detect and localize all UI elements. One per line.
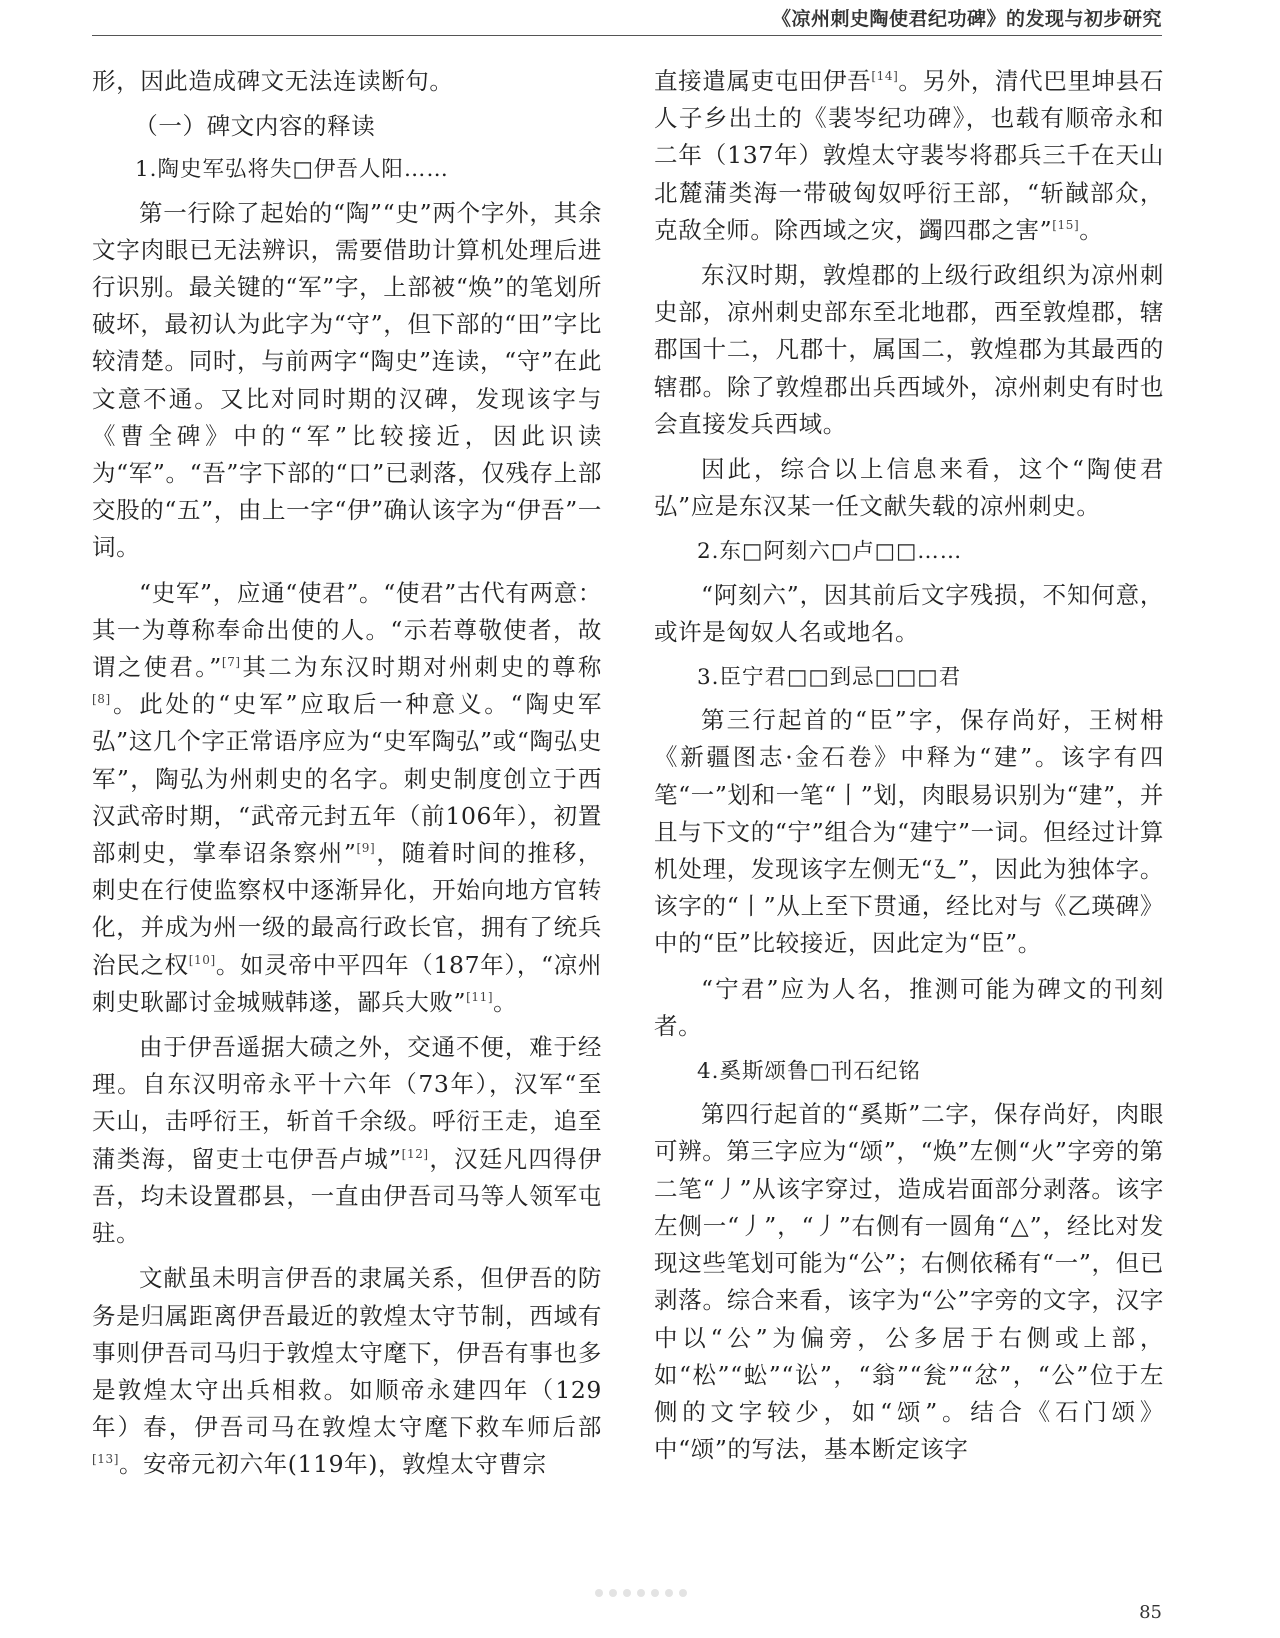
inscription-line-1: 1.陶史军弘将失□伊吾人阳……	[135, 157, 449, 183]
text: 由于伊吾遥据大碛之外，交通不便，难于经理。自东汉明帝永平十六年（73年），汉军“至天山，击呼衍王，斩首千余级。呼衍王走，追至蒲类海，留吏士屯伊吾卢城”	[92, 1033, 602, 1173]
citation: [15]	[1052, 217, 1080, 232]
paragraph: 第三行起首的“臣”字，保存尚好，王树枏《新疆图志·金石卷》中释为“建”。该字有四笔“一”划和一笔“丨”划，肉眼易识别为“建”，并且与下文的“宁”组合为“建宁”一词。但经过计算机处理，发现该字左侧无“廴”，因此为独体字。该字的“丨”从上至下贯通，经比对与《乙瑛碑》中的“臣”比较接近，因此定为“臣”。	[654, 706, 1164, 958]
citation: [7]	[221, 655, 241, 670]
paragraph	[92, 575, 602, 1021]
text: 。另外，清代巴里坤县石人子乡出土的《裴岑纪功碑》，也载有顺帝永和二年（137年）敦煌太守裴岑将郡兵三千在天山北麓蒲类海一带破匈奴呼衍王部，“斩馘部众，克敌全师。除西域之灾，蠲四郡之害”	[654, 67, 1164, 244]
page-number: 85	[1139, 1602, 1162, 1623]
left-column	[92, 63, 602, 1492]
text: 文献虽未明言伊吾的隶属关系，但伊吾的防务是归属距离伊吾最近的敦煌太守节制，西域有事则伊吾司马归于敦煌太守麾下，伊吾有事也多是敦煌太守出兵相救。如顺帝永建四年（129年）春，伊吾司马在敦煌太守麾下救车师后部	[92, 1264, 602, 1442]
paragraph: 东汉时期，敦煌郡的上级行政组织为凉州刺史部，凉州刺史部东至北地郡，西至敦煌郡，辖郡国十二，凡郡十，属国二，敦煌郡为其最西的辖郡。除了敦煌郡出兵西域外，凉州刺史有时也会直接发兵西域。	[654, 261, 1164, 438]
text: 。	[493, 987, 518, 1016]
dot	[651, 1589, 659, 1597]
running-title: 《凉州刺史陶使君纪功碑》的发现与初步研究	[771, 8, 1162, 30]
dot	[623, 1589, 631, 1597]
inscription-line-3: 3.臣宁君□□到忌□□□君	[697, 665, 962, 691]
inscription-line-4: 4.奚斯颂鲁□刊石纪铭	[697, 1059, 921, 1085]
inscription-line-2: 2.东□阿刻六□卢□□……	[697, 539, 963, 565]
text: 。安帝元初六年(119年)，敦煌太守曹宗	[119, 1450, 547, 1479]
paragraph	[92, 1029, 602, 1252]
dot	[665, 1589, 673, 1597]
paragraph: “宁君”应为人名，推测可能为碑文的刊刻者。	[654, 974, 1164, 1040]
paragraph	[654, 63, 1164, 249]
paragraph	[92, 1260, 602, 1483]
section-title: （一）碑文内容的释读	[134, 112, 376, 141]
citation: [13]	[92, 1452, 120, 1467]
citation: [11]	[466, 989, 494, 1004]
text: ，随着时间的推移，刺史在行使监察权中逐渐异化，开始向地方官转化，并成为州一级的最高行政长官，拥有了统兵治民之权	[92, 839, 602, 979]
citation: [14]	[871, 69, 899, 83]
paragraph: 第一行除了起始的“陶”“史”两个字外，其余文字肉眼已无法辨识，需要借助计算机处理后进行识别。最关键的“军”字，上部被“焕”的笔划所破坏，最初认为此字为“守”，但下部的“田”字比较清楚。同时，与前两字“陶史”连读，“守”在此文意不通。又比对同时期的汉碑，发现该字与《曹全碑》中的“军”比较接近，因此识读为“军”。“吾”字下部的“口”已剥落，仅残存上部交股的“五”，由上一字“伊”确认该字为“伊吾”一词。	[92, 198, 602, 562]
text: 。	[1079, 215, 1104, 244]
header-rule	[92, 35, 1162, 36]
citation: [9]	[356, 841, 376, 856]
dot	[595, 1589, 603, 1597]
pagination-dots	[595, 1589, 687, 1597]
right-column	[654, 63, 1164, 1476]
paragraph: 第四行起首的“奚斯”二字，保存尚好，肉眼可辨。第三字应为“颂”，“焕”左侧“火”字旁的第二笔“丿”从该字穿过，造成岩面部分剥落。该字左侧一“丿”，“丿”右侧有一圆角“△”，经比对发现这些笔划可能为“公”；右侧依稀有“一”，但已剥落。综合来看，该字为“公”字旁的文字，汉字中以“公”为偏旁，公多居于右侧或上部，如“松”“蚣”“讼”，“翁”“瓮”“忿”，“公”位于左侧的文字较少，如“颂”。结合《石门颂》中“颂”的写法，基本断定该字	[654, 1100, 1164, 1464]
text: ，汉廷凡四得伊吾，均未设置郡县，一直由伊吾司马等人领军屯驻。	[92, 1144, 602, 1248]
citation: [10]	[188, 952, 216, 967]
text: 。如灵帝中平四年（187年），“凉州刺史耿鄙讨金城贼韩遂，鄙兵大败”	[92, 950, 602, 1016]
text: 直接遣属吏屯田伊吾	[654, 67, 872, 95]
citation: [12]	[401, 1146, 429, 1161]
paragraph: 因此，综合以上信息来看，这个“陶使君弘”应是东汉某一任文献失载的凉州刺史。	[654, 455, 1164, 521]
text: 。此处的“史军”应取后一种意义。“陶史军弘”这几个字正常语序应为“史军陶弘”或“陶弘史军”，陶弘为州刺史的名字。刺史制度创立于西汉武帝时期，“武帝元封五年（前106年），初置部刺史，掌奉诏条察州”	[92, 690, 602, 868]
citation: [8]	[92, 692, 111, 707]
paragraph: “阿刻六”，因其前后文字残损，不知何意，或许是匈奴人名或地名。	[654, 580, 1164, 646]
dot	[609, 1589, 617, 1597]
text: 其二为东汉时期对州刺史的尊称	[240, 653, 602, 682]
text: “史军”，应通“使君”。“使君”古代有两意：其一为尊称奉命出使的人。“示若尊敬使者，故谓之使君。”	[92, 578, 602, 682]
dot	[637, 1589, 645, 1597]
dot	[679, 1589, 687, 1597]
paragraph: 形，因此造成碑文无法连读断句。	[92, 67, 454, 95]
